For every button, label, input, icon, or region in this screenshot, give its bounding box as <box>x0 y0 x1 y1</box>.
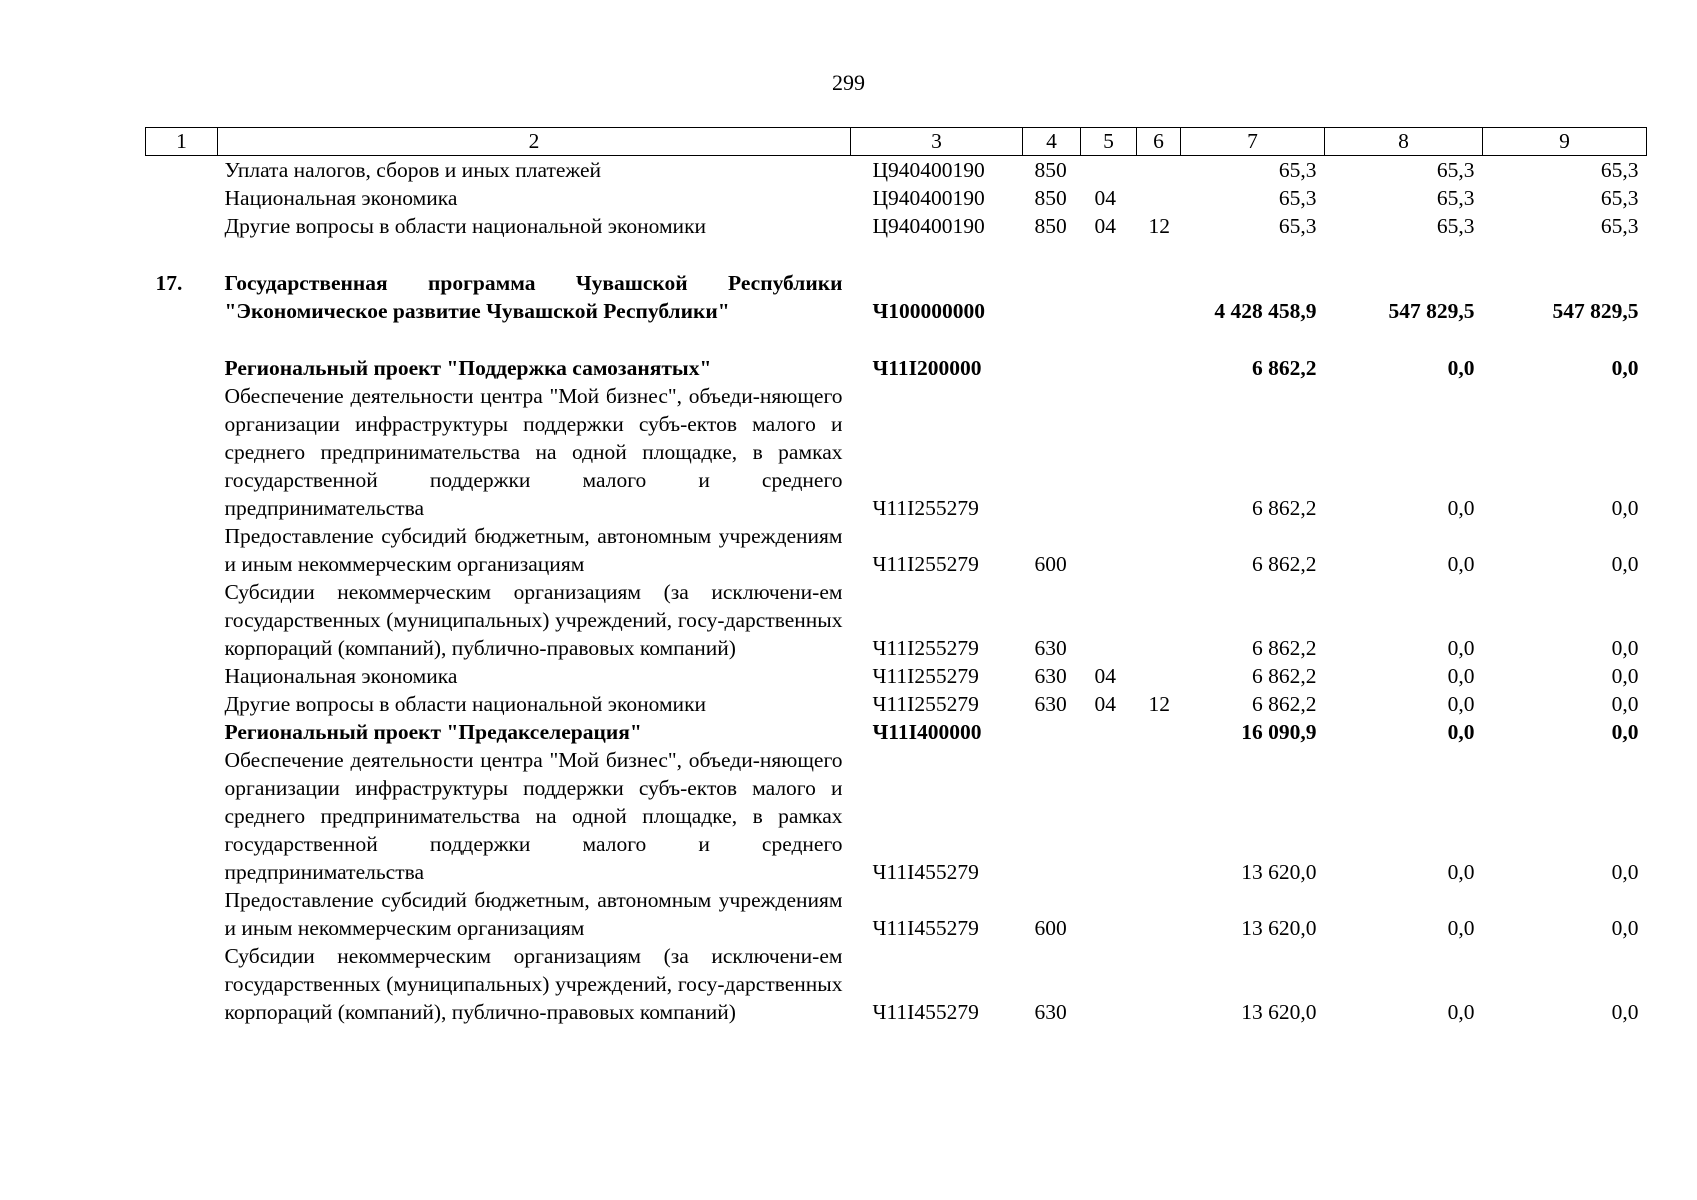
row-name: Региональный проект "Предакселерация" <box>224 720 642 744</box>
expense-type-code: 600 <box>1034 916 1067 940</box>
section-code <box>1081 382 1137 522</box>
row-number: 17. <box>155 271 183 295</box>
row-name: Национальная экономика <box>224 664 458 688</box>
subsection-code <box>1137 746 1181 886</box>
table-row <box>146 522 1647 578</box>
row-name: Национальная экономика <box>224 186 458 210</box>
expense-type-code: 850 <box>1034 158 1067 182</box>
section-code: 04 <box>1094 692 1116 716</box>
column-number-header-row <box>146 128 1647 156</box>
expense-type-code <box>1023 240 1081 325</box>
row-number <box>146 578 218 662</box>
subsection-code <box>1137 325 1181 382</box>
row-name: Другие вопросы в области национальной экономики <box>224 214 707 238</box>
subsection-code: 12 <box>1148 214 1170 238</box>
row-name: Предоставление субсидий бюджетным, автономным учреждениям и иным некоммерческим организациям <box>224 524 843 576</box>
expense-type-code: 630 <box>1034 664 1067 688</box>
amount-col-8: 547 829,5 <box>1388 299 1475 323</box>
amount-col-8: 0,0 <box>1447 552 1475 576</box>
subsection-code <box>1137 718 1181 746</box>
table-row <box>146 662 1647 690</box>
expense-type-code <box>1023 746 1081 886</box>
amount-col-9: 0,0 <box>1611 552 1639 576</box>
amount-col-7: 6 862,2 <box>1252 636 1317 660</box>
row-number <box>146 942 218 1026</box>
target-article-code: Ч11I255279 <box>872 664 979 688</box>
amount-col-7: 6 862,2 <box>1252 664 1317 688</box>
amount-col-7: 13 620,0 <box>1241 860 1317 884</box>
amount-col-8: 0,0 <box>1447 916 1475 940</box>
row-number <box>146 184 218 212</box>
budget-table <box>145 127 1647 1026</box>
column-number-2: 2 <box>218 128 851 156</box>
column-number-6: 6 <box>1137 128 1181 156</box>
column-number-5: 5 <box>1081 128 1137 156</box>
target-article-code: Ч11I255279 <box>872 552 979 576</box>
expense-type-code: 850 <box>1034 214 1067 238</box>
amount-col-7: 6 862,2 <box>1252 692 1317 716</box>
target-article-code: Ч11I400000 <box>872 720 982 744</box>
amount-col-7: 65,3 <box>1278 158 1317 182</box>
amount-col-8: 0,0 <box>1447 664 1475 688</box>
amount-col-9: 0,0 <box>1611 860 1639 884</box>
column-number-1: 1 <box>146 128 218 156</box>
target-article-code: Ч11I455279 <box>872 1000 979 1024</box>
subsection-code <box>1137 578 1181 662</box>
row-number <box>146 325 218 382</box>
column-number-9: 9 <box>1483 128 1647 156</box>
target-article-code: Ч11I255279 <box>872 636 979 660</box>
amount-col-7: 4 428 458,9 <box>1214 299 1317 323</box>
row-number <box>146 382 218 522</box>
section-code <box>1081 240 1137 325</box>
table-row <box>146 746 1647 886</box>
table-row <box>146 886 1647 942</box>
expense-type-code: 630 <box>1034 692 1067 716</box>
section-code <box>1081 578 1137 662</box>
amount-col-9: 0,0 <box>1611 720 1639 744</box>
section-code <box>1081 886 1137 942</box>
section-code <box>1081 942 1137 1026</box>
row-name: Обеспечение деятельности центра "Мой бизнес", объеди-няющего организации инфраструктуры поддержки субъ-ектов малого и среднего предпринимательства на одной площадке, в рамках государственной поддержки малого и среднего предпринимательства <box>224 748 843 884</box>
amount-col-9: 65,3 <box>1600 158 1639 182</box>
row-name: Субсидии некоммерческим организациям (за исключени-ем государственных (муниципальных) учреждений, госу-дарственных корпораций (компаний), публично-правовых компаний) <box>224 944 843 1024</box>
amount-col-9: 0,0 <box>1611 356 1639 380</box>
section-code <box>1081 718 1137 746</box>
amount-col-7: 6 862,2 <box>1252 356 1317 380</box>
row-number <box>146 156 218 185</box>
row-number <box>146 746 218 886</box>
column-number-8: 8 <box>1325 128 1483 156</box>
target-article-code: Ц940400190 <box>872 214 985 238</box>
amount-col-7: 6 862,2 <box>1252 552 1317 576</box>
expense-type-code: 850 <box>1034 186 1067 210</box>
amount-col-9: 0,0 <box>1611 916 1639 940</box>
row-name: Государственная программа Чувашской Республики "Экономическое развитие Чувашской Республики" <box>224 271 843 323</box>
subsection-code <box>1137 240 1181 325</box>
amount-col-7: 13 620,0 <box>1241 916 1317 940</box>
amount-col-9: 0,0 <box>1611 664 1639 688</box>
table-row <box>146 184 1647 212</box>
amount-col-9: 0,0 <box>1611 692 1639 716</box>
table-row <box>146 578 1647 662</box>
amount-col-8: 0,0 <box>1447 720 1475 744</box>
row-name: Субсидии некоммерческим организациям (за исключени-ем государственных (муниципальных) учреждений, госу-дарственных корпораций (компаний), публично-правовых компаний) <box>224 580 843 660</box>
table-row-program <box>146 240 1647 325</box>
subsection-code <box>1137 382 1181 522</box>
target-article-code: Ч11I455279 <box>872 916 979 940</box>
row-name: Уплата налогов, сборов и иных платежей <box>224 158 602 182</box>
row-name: Предоставление субсидий бюджетным, автономным учреждениям и иным некоммерческим организациям <box>224 888 843 940</box>
amount-col-8: 0,0 <box>1447 356 1475 380</box>
table-row-project <box>146 718 1647 746</box>
amount-col-7: 16 090,9 <box>1241 720 1317 744</box>
expense-type-code <box>1023 382 1081 522</box>
target-article-code: Ч11I455279 <box>872 860 979 884</box>
expense-type-code: 630 <box>1034 636 1067 660</box>
column-number-3: 3 <box>851 128 1023 156</box>
section-code: 04 <box>1094 214 1116 238</box>
amount-col-7: 65,3 <box>1278 186 1317 210</box>
row-name: Другие вопросы в области национальной экономики <box>224 692 707 716</box>
row-number <box>146 662 218 690</box>
row-number <box>146 886 218 942</box>
section-code: 04 <box>1094 664 1116 688</box>
subsection-code <box>1137 942 1181 1026</box>
section-code <box>1081 325 1137 382</box>
target-article-code: Ч100000000 <box>872 299 986 323</box>
table-row <box>146 212 1647 240</box>
amount-col-9: 65,3 <box>1600 186 1639 210</box>
expense-type-code: 600 <box>1034 552 1067 576</box>
subsection-code <box>1137 662 1181 690</box>
amount-col-9: 0,0 <box>1611 496 1639 520</box>
table-row <box>146 156 1647 185</box>
target-article-code: Ц940400190 <box>872 186 985 210</box>
amount-col-8: 65,3 <box>1436 158 1475 182</box>
amount-col-7: 65,3 <box>1278 214 1317 238</box>
subsection-code <box>1137 522 1181 578</box>
target-article-code: Ц940400190 <box>872 158 985 182</box>
amount-col-8: 0,0 <box>1447 636 1475 660</box>
amount-col-9: 0,0 <box>1611 1000 1639 1024</box>
amount-col-7: 6 862,2 <box>1252 496 1317 520</box>
row-number <box>146 690 218 718</box>
target-article-code: Ч11I200000 <box>872 356 982 380</box>
amount-col-8: 65,3 <box>1436 186 1475 210</box>
amount-col-8: 0,0 <box>1447 860 1475 884</box>
table-row <box>146 690 1647 718</box>
table-row <box>146 382 1647 522</box>
amount-col-8: 0,0 <box>1447 1000 1475 1024</box>
subsection-code <box>1137 886 1181 942</box>
row-number <box>146 212 218 240</box>
amount-col-8: 0,0 <box>1447 692 1475 716</box>
row-name: Обеспечение деятельности центра "Мой бизнес", объеди-няющего организации инфраструктуры поддержки субъ-ектов малого и среднего предпринимательства на одной площадке, в рамках государственной поддержки малого и среднего предпринимательства <box>224 384 843 520</box>
table-row-project <box>146 325 1647 382</box>
page-number: 299 <box>832 70 865 95</box>
amount-col-7: 13 620,0 <box>1241 1000 1317 1024</box>
column-number-7: 7 <box>1181 128 1325 156</box>
subsection-code: 12 <box>1148 692 1170 716</box>
target-article-code: Ч11I255279 <box>872 692 979 716</box>
section-code <box>1081 522 1137 578</box>
amount-col-9: 65,3 <box>1600 214 1639 238</box>
amount-col-9: 547 829,5 <box>1552 299 1639 323</box>
amount-col-9: 0,0 <box>1611 636 1639 660</box>
subsection-code <box>1137 156 1181 185</box>
expense-type-code <box>1023 718 1081 746</box>
section-code <box>1081 746 1137 886</box>
expense-type-code: 630 <box>1034 1000 1067 1024</box>
row-name: Региональный проект "Поддержка самозанятых" <box>224 356 712 380</box>
table-row <box>146 942 1647 1026</box>
column-number-4: 4 <box>1023 128 1081 156</box>
expense-type-code <box>1023 325 1081 382</box>
target-article-code: Ч11I255279 <box>872 496 979 520</box>
amount-col-8: 65,3 <box>1436 214 1475 238</box>
section-code: 04 <box>1094 186 1116 210</box>
section-code <box>1081 156 1137 185</box>
row-number <box>146 522 218 578</box>
subsection-code <box>1137 184 1181 212</box>
amount-col-8: 0,0 <box>1447 496 1475 520</box>
row-number <box>146 718 218 746</box>
